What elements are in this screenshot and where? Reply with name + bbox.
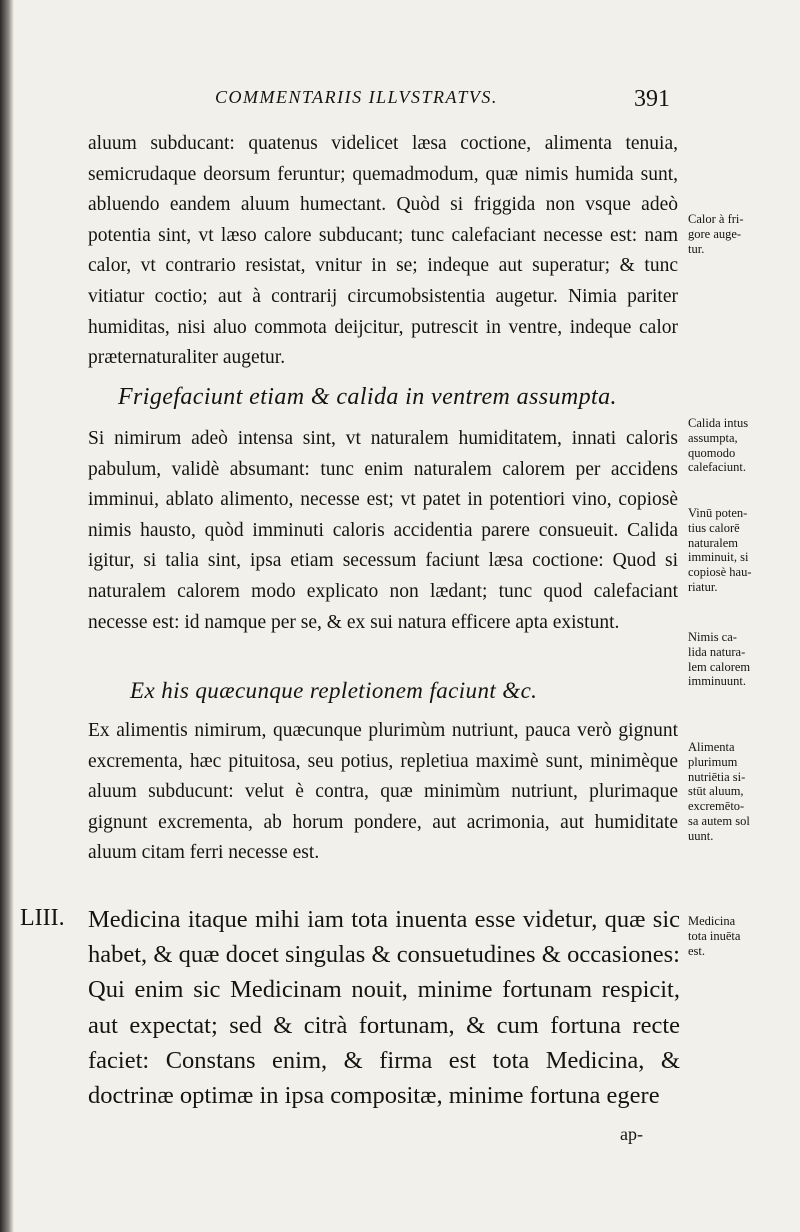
paragraph-3-text: Ex alimentis nimirum, quæcunque plurimùm nutriunt, pauca verò gignunt excrementa, hæc pituitosa, seu potius, repletiua maximè sunt, minimèque aluum subducunt: velut è contra, quæ minimùm nutriunt, plurimaque gignunt excrementa, ab horum pondere, aut acrimonia, aut humiditate aluum citam ferri necesse est. [88, 720, 678, 864]
section-number: LIII. [20, 905, 65, 931]
margin-note-line: excremēto- [688, 799, 745, 814]
margin-note-line: Calida intus [688, 416, 749, 430]
margin-note-line: calefaciunt. [688, 460, 746, 475]
margin-note-5 [688, 740, 788, 844]
margin-note-line: Alimenta [688, 740, 735, 754]
margin-note-line: Vinū poten- [688, 506, 748, 520]
margin-note-line: nutriētia si- [688, 769, 746, 784]
page-number: 391 [634, 86, 670, 112]
margin-note-line: imminuunt. [688, 674, 746, 689]
margin-note-line: plurimum [688, 754, 738, 769]
margin-note-line: sa autem sol [688, 813, 750, 828]
margin-note-line: naturalem [688, 535, 738, 550]
paragraph-1-text: aluum subducant: quatenus videlicet læsa coctione, alimenta tenuia, semicrudaque deorsum feruntur; quemadmodum, quæ nimis humida sunt, abluendo eandem aluum humectant. Quòd si friggida non vsque adeò potentia sint, vt læso calore subducant; tunc calefaciant necesse est: nam calor, vt contrario resistat, vnitur in se; indeque aut superatur; & tunc vitiatur coctio; aut à contrarij circumobsistentia augetur. Nimia pariter humiditas, nisi aluo commota deijcitur, putrescit in ventre, indeque calor præternaturaliter augetur. [88, 133, 678, 369]
margin-note-2 [688, 416, 788, 475]
margin-note-4 [688, 630, 788, 689]
margin-note-line: est. [688, 943, 706, 958]
paragraph-2-text: Si nimirum adeò intensa sint, vt naturalem humiditatem, innati caloris pabulum, validè absumant: tunc enim naturalem calorem per accidens imminui, ablato alimento, necesse est; vt patet in potentiori vino, copiosè nimis hausto, quòd imminuti caloris accidentia parere consueuit. Calida igitur, si talia sint, ipsa etiam secessum faciunt læsa coctione: Quod si naturalem calorem modo explicato non lædant; tunc quod calefaciant necesse est: id namque per se, & ex sui natura efficere apta existunt. [88, 428, 678, 633]
paragraph-4-text: Medicina itaque mihi iam tota inuenta esse videtur, quæ sic habet, & quæ docet singulas & consuetudines & occasiones: Qui enim sic Medicinam nouit, minime fortunam respicit, aut expectat; sed & citrà fortunam, & cum fortuna recte faciet: Constans enim, & firma est tota Medicina, & doctrinæ optimæ in ipsa compositæ, minime fortuna egere [88, 906, 680, 1110]
margin-note-line: tur. [688, 241, 705, 256]
running-header: COMMENTARIIS ILLVSTRATVS. [215, 87, 498, 107]
lemma-heading-2: Ex his quæcunque repletionem faciunt &c. [130, 678, 538, 703]
margin-note-1 [688, 212, 788, 256]
margin-note-line: copiosè hau- [688, 565, 752, 580]
paragraph-3 [88, 716, 678, 869]
paragraph-2 [88, 424, 678, 638]
margin-note-line: uunt. [688, 828, 714, 843]
margin-note-line: tius calorē [688, 520, 740, 535]
margin-note-line: stūt aluum, [688, 784, 744, 799]
margin-note-line: assumpta, [688, 430, 738, 445]
margin-note-line: Calor à fri- [688, 212, 744, 226]
margin-note-line: lida natura- [688, 644, 746, 659]
margin-note-line: imminuit, si [688, 550, 749, 565]
margin-note-6 [688, 914, 788, 958]
paragraph-1 [88, 129, 678, 374]
margin-note-line: Medicina [688, 914, 736, 928]
margin-note-line: riatur. [688, 579, 718, 594]
binding-gutter [0, 0, 14, 1232]
margin-note-line: Nimis ca- [688, 630, 737, 644]
margin-note-line: gore auge- [688, 226, 742, 241]
paragraph-4 [88, 902, 680, 1113]
margin-note-3 [688, 506, 788, 595]
margin-note-line: quomodo [688, 445, 736, 460]
lemma-heading-1: Frigefaciunt etiam & calida in ventrem assumpta. [118, 384, 617, 410]
margin-note-line: tota inuēta [688, 928, 741, 943]
margin-note-line: lem calorem [688, 659, 751, 674]
catchword: ap- [620, 1124, 643, 1144]
